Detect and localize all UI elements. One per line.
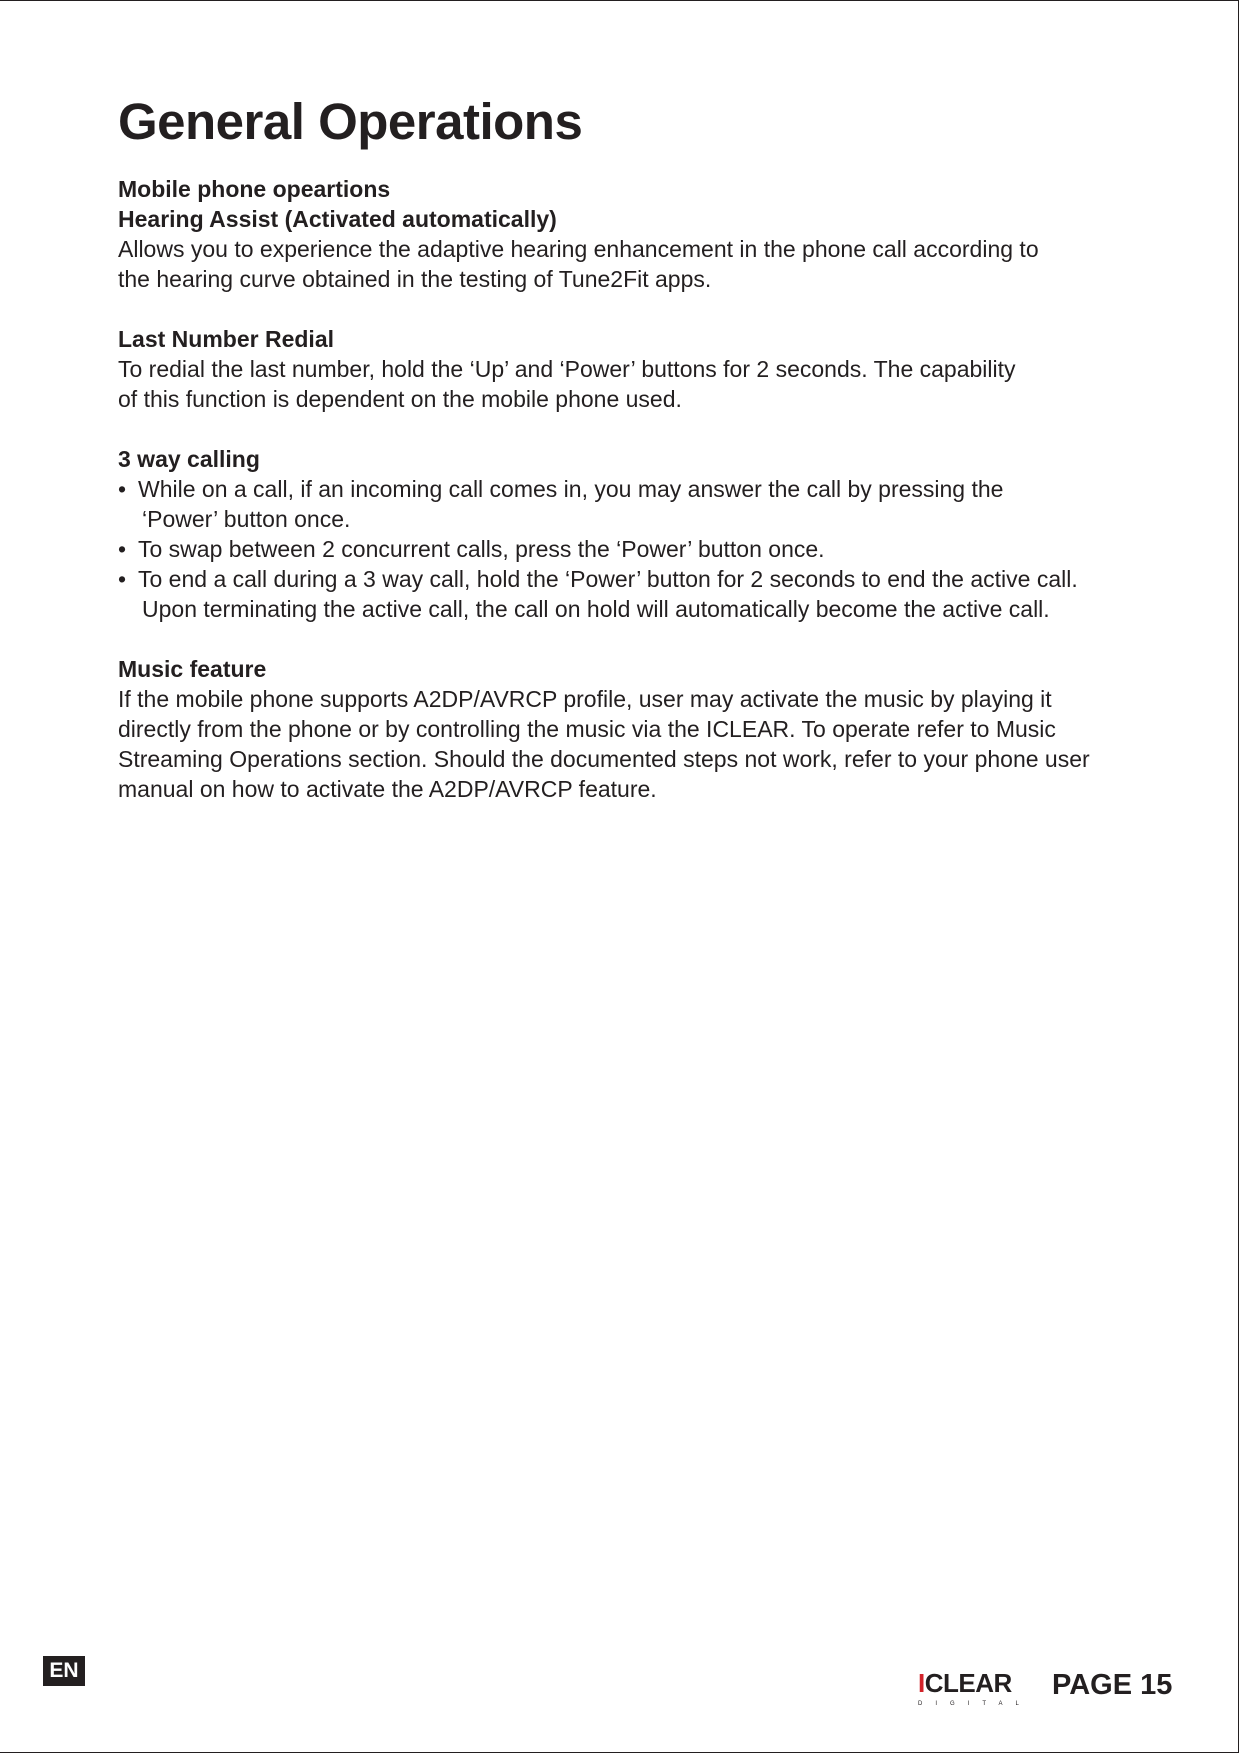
section-heading-three-way: 3 way calling [118, 446, 260, 472]
redial-line-2: of this function is dependent on the mobile phone used. [118, 386, 682, 412]
bullet-item [118, 534, 1178, 564]
bullet-item [118, 564, 1178, 624]
subheading-hearing-assist: Hearing Assist (Activated automatically) [118, 206, 557, 232]
hearing-assist-line-2: the hearing curve obtained in the testing of Tune2Fit apps. [118, 266, 712, 292]
language-badge: EN [43, 1656, 85, 1686]
section-mobile-phone-operations [118, 174, 1178, 294]
music-line-4: manual on how to activate the A2DP/AVRCP feature. [118, 776, 657, 802]
bullet-3-line-1: To end a call during a 3 way call, hold the ‘Power’ button for 2 seconds to end the active call. [138, 566, 1078, 592]
music-body [118, 684, 1178, 804]
music-line-2: directly from the phone or by controlling the music via the ICLEAR. To operate refer to Music [118, 716, 1056, 742]
section-heading-music: Music feature [118, 656, 267, 682]
brand-wordmark [918, 1668, 1028, 1698]
section-three-way-calling [118, 444, 1178, 624]
redial-body [118, 354, 1178, 414]
bullet-2-line-1: To swap between 2 concurrent calls, press the ‘Power’ button once. [138, 536, 825, 562]
redial-line-1: To redial the last number, hold the ‘Up’ and ‘Power’ buttons for 2 seconds. The capability [118, 356, 1016, 382]
bullet-icon: • [118, 476, 127, 502]
music-line-3: Streaming Operations section. Should the documented steps not work, refer to your phone user [118, 746, 1090, 772]
bullet-icon: • [118, 536, 127, 562]
three-way-bullet-list [118, 474, 1178, 624]
brand-name-rest: CLEAR [924, 1668, 1012, 1698]
bullet-1-line-1: While on a call, if an incoming call comes in, you may answer the call by pressing the [138, 476, 1004, 502]
bullet-3-line-2: Upon terminating the active call, the call on hold will automatically become the active call. [142, 596, 1050, 622]
bullet-icon: • [118, 566, 127, 592]
hearing-assist-body [118, 234, 1178, 294]
bullet-1-line-2: ‘Power’ button once. [142, 506, 351, 532]
page-title: General Operations [118, 93, 583, 150]
brand-logo [918, 1668, 1032, 1718]
section-music-feature [118, 654, 1178, 804]
page-content [118, 92, 1178, 834]
bullet-item [118, 474, 1178, 534]
brand-subtitle: DIGITAL [918, 1701, 1032, 1707]
hearing-assist-line-1: Allows you to experience the adaptive hearing enhancement in the phone call according to [118, 236, 1039, 262]
section-heading-redial: Last Number Redial [118, 326, 334, 352]
section-last-number-redial [118, 324, 1178, 414]
music-line-1: If the mobile phone supports A2DP/AVRCP profile, user may activate the music by playing it [118, 686, 1052, 712]
section-heading-mobile: Mobile phone opeartions [118, 176, 391, 202]
brand-initial: I [918, 1668, 925, 1698]
page-number: PAGE 15 [1052, 1669, 1173, 1701]
